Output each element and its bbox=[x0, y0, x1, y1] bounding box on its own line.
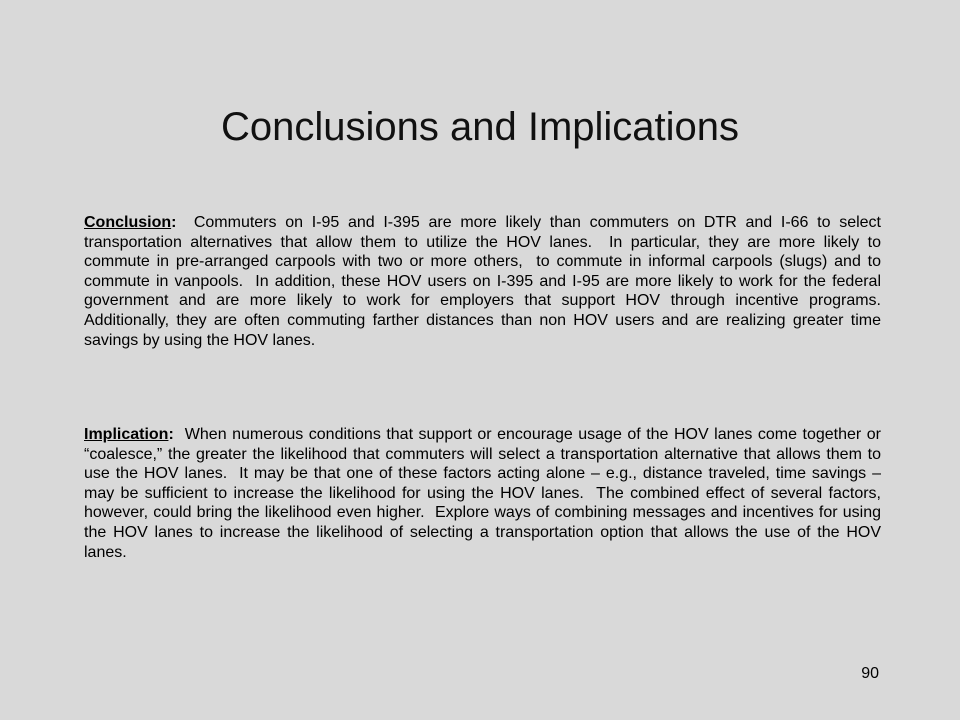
conclusion-text: Commuters on I-95 and I-395 are more likely than commuters on DTR and I-66 to select transportation alternatives that allow them to utilize the HOV lanes. In particular, they are more likely to commute in pre-arranged carpools with two or more others, to commute in informal carpools (slugs) and to commute in vanpools. In addition, these HOV users on I-395 and I-95 are more likely to work for the federal government and are more likely to work for employers that support HOV through incentive programs. Additionally, they are often commuting farther distances than non HOV users and are realizing greater time savings by using the HOV lanes. bbox=[84, 214, 890, 349]
conclusion-label: Conclusion bbox=[84, 214, 172, 231]
implication-colon: : bbox=[168, 426, 174, 443]
page-number: 90 bbox=[861, 665, 879, 682]
conclusion-paragraph bbox=[84, 213, 890, 350]
slide-title: Conclusions and Implications bbox=[220, 105, 740, 149]
implication-label: Implication bbox=[84, 426, 169, 443]
implication-text: When numerous conditions that support or encourage usage of the HOV lanes come together or “coalesce,” the greater the likelihood that commuters will select a transportation alternative that allows them to use the HOV lanes. It may be that one of these factors acting alone – e.g., distance traveled, time savings – may be sufficient to increase the likelihood for using the HOV lanes. The combined effect of several factors, however, could bring the likelihood even higher. Explore ways of combining messages and incentives for using the HOV lanes to increase the likelihood of selecting a transportation option that allows the use of the HOV lanes. bbox=[84, 426, 886, 561]
conclusion-colon: : bbox=[171, 214, 177, 231]
implication-paragraph bbox=[84, 425, 886, 562]
